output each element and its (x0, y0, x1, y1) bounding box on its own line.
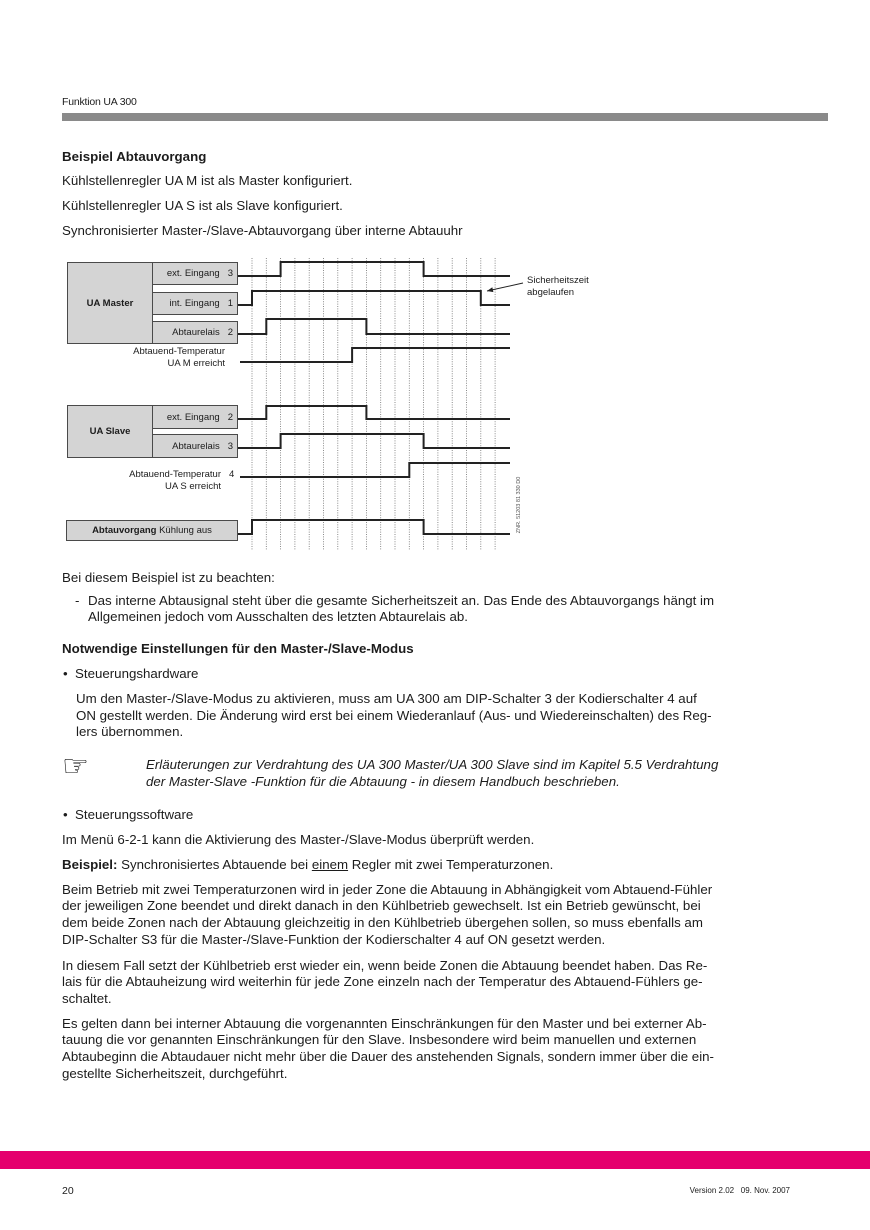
annotation-line: abgelaufen (527, 287, 575, 298)
row-number: 3 (227, 440, 233, 452)
paragraph-line: Es gelten dann bei interner Abtauung die vorgenannten Einschränkungen für den Master und bei externer Ab- (62, 1016, 707, 1031)
note-item-line: Das interne Abtausignal steht über die gesamte Sicherheitszeit an. Das Ende des Abtauvorgangs hängt im (88, 593, 715, 608)
row-label: int. Eingang (169, 298, 220, 309)
example-underlined: einem (311, 857, 349, 872)
hardware-line: ON gestellt werden. Die Änderung wird erst bei einem Wiederanlauf (Aus- und Wiedereinschalten) des Reg- (76, 708, 712, 723)
drawing-number: ZNR. 51203 81 330 D0 (516, 476, 522, 534)
abtauvorgang-box (66, 520, 238, 541)
slave-abtaurelais-box (152, 434, 238, 458)
example-label: Beispiel: (62, 857, 118, 872)
hardware-line: lers übernommen. (76, 724, 184, 739)
settings-heading: Notwendige Einstellungen für den Master-/Slave-Modus (62, 641, 414, 656)
paragraph-line: tauung die vor genannten Einschränkungen für den Slave. Insbesondere wird beim manuellen und externen (62, 1032, 697, 1047)
bullet-marker: • (63, 807, 68, 822)
paragraph-line: der jeweiligen Zone beendet und direkt danach in den Kühlbetrieb gewechselt. Ist ein Betrieb gewünscht, bei (62, 898, 701, 913)
paragraph-line: Beim Betrieb mit zwei Temperaturzonen wird in jeder Zone die Abtauung in Abhängigkeit vom Abtauend-Fühler (62, 882, 713, 897)
note-item-line: Allgemeinen jedoch vom Ausschalten des letzten Abtaurelais ab. (88, 609, 468, 624)
ua-slave-box (67, 405, 153, 458)
slave-ext-eingang-box (152, 405, 238, 429)
signal-master-abtaurelais-2 (238, 319, 510, 334)
footer-accent-bar (0, 1151, 870, 1169)
slave-temp-label: Abtauend-Temperatur (129, 469, 221, 480)
signal-slave-ext-eingang-2 (238, 406, 510, 419)
paragraph-line: dem beide Zonen nach der Abtauung gleichzeitig in den Kühlbetrieb übergehen sollen, so muss ebenfalls am (62, 915, 703, 930)
intro-line: Kühlstellenregler UA S ist als Slave konfiguriert. (62, 198, 343, 213)
slave-temp-number: 4 (229, 469, 235, 480)
hardware-label: Steuerungshardware (75, 666, 199, 681)
info-note-line: Erläuterungen zur Verdrahtung des UA 300 Master/UA 300 Slave sind im Kapitel 5.5 Verdrahtung (146, 757, 719, 772)
example-text: Synchronisiertes Abtauende bei (117, 857, 312, 872)
header-rule (62, 113, 828, 121)
menu-line: Im Menü 6-2-1 kann die Aktivierung des Master-/Slave-Modus überprüft werden. (62, 832, 535, 847)
signal-slave-abtaurelais-3 (238, 434, 510, 448)
paragraph-line: lais für die Abtauheizung wird weiterhin für jede Zone einzeln nach der Temperatur des Abtauend-Fühlers ge- (62, 974, 703, 989)
ua-slave-title: UA Slave (89, 426, 131, 437)
row-number: 2 (227, 411, 233, 423)
version-info: Version 2.02 09. Nov. 2007 (689, 1186, 790, 1195)
ua-master-title: UA Master (86, 297, 134, 309)
process-label: Kühlung aus (156, 525, 212, 536)
software-label: Steuerungssoftware (75, 807, 194, 822)
row-number: 2 (227, 327, 233, 338)
row-label: ext. Eingang (166, 268, 220, 279)
paragraph-line: DIP-Schalter S3 für die Master-/Slave-Funktion der Kodierschalter 4 auf ON gesetzt werden. (62, 932, 606, 947)
process-label-bold: Abtauvorgang (92, 525, 157, 536)
master-temp-label: Abtauend-Temperatur (133, 346, 225, 357)
annotation-line: Sicherheitszeit (527, 275, 589, 286)
master-ext-eingang-box (152, 262, 238, 285)
dash-marker: - (75, 593, 80, 608)
section-heading: Beispiel Abtauvorgang (62, 149, 207, 164)
row-label: ext. Eingang (166, 411, 220, 423)
row-label: Abtaurelais (172, 327, 220, 338)
example-line (62, 857, 553, 873)
master-int-eingang-box (152, 292, 238, 315)
paragraph-line: Abtaubeginn die Abtaudauer nicht mehr über die Dauer des anstehenden Signals, sondern immer über die ein- (62, 1049, 714, 1064)
paragraph-line: schaltet. (62, 991, 112, 1006)
signal-master-int-eingang-1 (238, 291, 510, 305)
row-number: 1 (227, 298, 233, 309)
example-text: Regler mit zwei Temperaturzonen. (348, 857, 554, 872)
signal-abtauvorgang-kuehlung-aus (238, 520, 510, 534)
paragraph-line: In diesem Fall setzt der Kühlbetrieb erst wieder ein, wenn beide Zonen die Abtauung beendet haben. Das Re- (62, 958, 708, 973)
intro-line: Synchronisierter Master-/Slave-Abtauvorgang über interne Abtauuhr (62, 223, 463, 238)
bullet-marker: • (63, 666, 68, 681)
slave-temp-sublabel: UA S erreicht (165, 481, 221, 492)
signal-master-ext-eingang-3 (238, 262, 510, 276)
master-temp-sublabel: UA M erreicht (167, 358, 225, 369)
ua-master-box (67, 262, 153, 344)
signal-master-abtauend-temperatur (240, 348, 510, 362)
paragraph-line: gestellte Sicherheitszeit, durchgeführt. (62, 1066, 288, 1081)
notes-intro: Bei diesem Beispiel ist zu beachten: (62, 570, 275, 585)
running-header-title: Funktion UA 300 (62, 96, 137, 108)
page-number: 20 (62, 1185, 74, 1197)
signal-slave-abtauend-temperatur-4 (240, 463, 510, 477)
hardware-line: Um den Master-/Slave-Modus zu aktivieren, muss am UA 300 am DIP-Schalter 3 der Kodierschalter 4 auf (76, 691, 697, 706)
intro-line: Kühlstellenregler UA M ist als Master konfiguriert. (62, 173, 353, 188)
master-abtaurelais-box (152, 321, 238, 344)
annotation-arrow (487, 283, 523, 291)
info-note-line: der Master-Slave -Funktion für die Abtauung - in diesem Handbuch beschrieben. (146, 774, 620, 789)
arrowhead-icon (487, 287, 493, 292)
row-number: 3 (227, 268, 233, 279)
pointing-hand-icon: ☞ (62, 749, 89, 784)
row-label: Abtaurelais (172, 440, 220, 452)
